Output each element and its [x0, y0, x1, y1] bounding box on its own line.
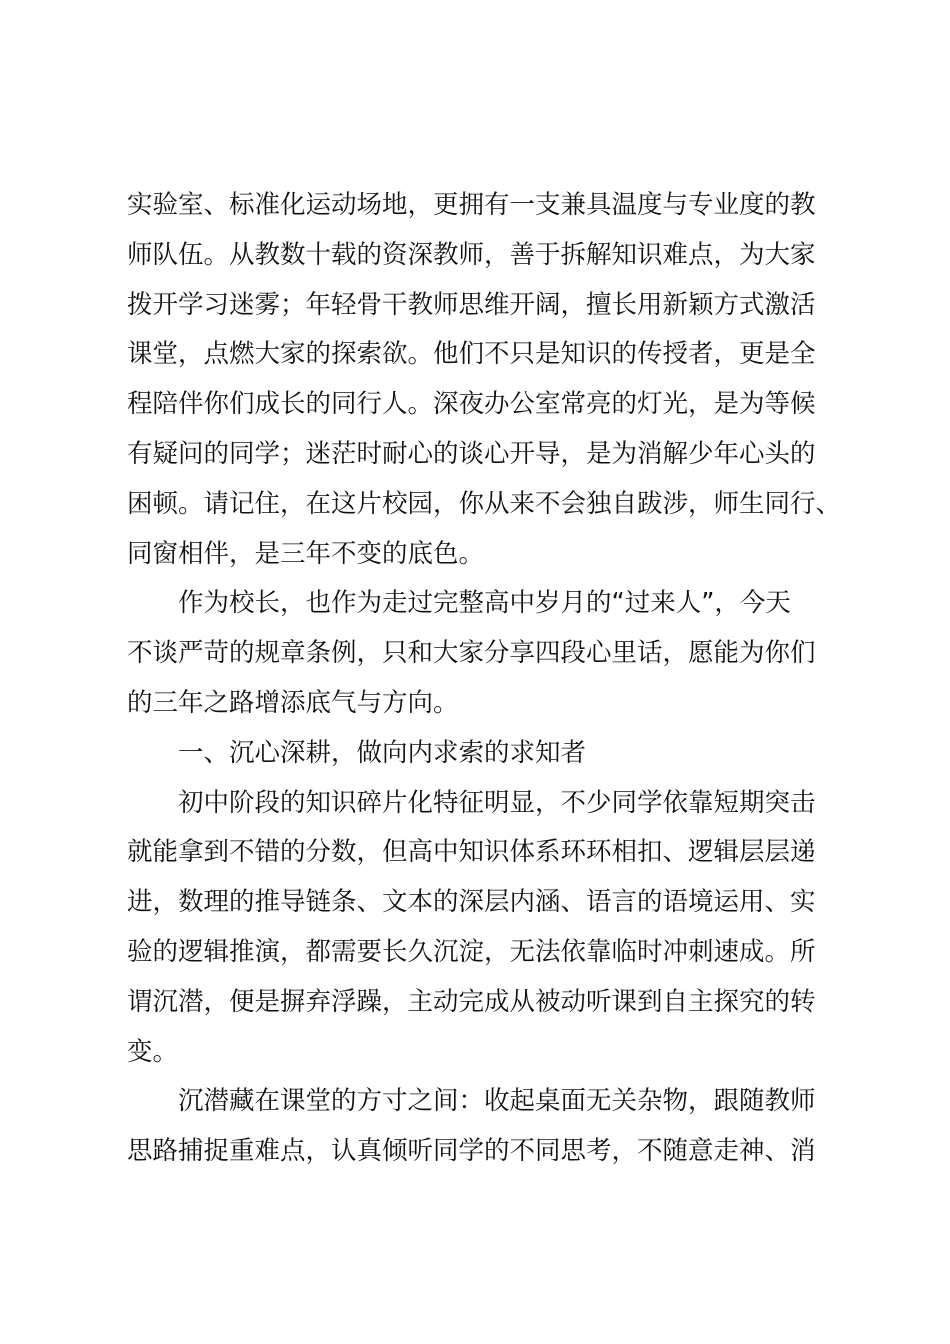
text-line: 实验室、标准化运动场地，更拥有一支兼具温度与专业度的教: [127, 190, 816, 220]
text-line: 同窗相伴，是三年不变的底色。: [127, 538, 485, 569]
section-heading: 一、沉心深耕，做向内求索的求知者: [178, 737, 587, 768]
text-line: 的三年之路增添底气与方向。: [127, 687, 459, 718]
paragraph-start-line: 初中阶段的知识碎片化特征明显，不少同学依靠短期突击: [178, 787, 816, 818]
text-line: 拨开学习迷雾；年轻骨干教师思维开阔，擅长用新颖方式激活: [127, 289, 816, 320]
body-text: [127, 181, 847, 1177]
text-line: 变。: [127, 1036, 179, 1067]
text-line: 课堂，点燃大家的探索欲。他们不只是知识的传授者，更是全: [127, 339, 816, 370]
text-line: 验的逻辑推演，都需要长久沉淀，无法依靠临时冲刺速成。所: [127, 936, 816, 967]
paragraph-start-line: 沉潜藏在课堂的方寸之间：收起桌面无关杂物，跟随教师: [178, 1086, 816, 1117]
text-line: 师队伍。从教数十载的资深教师，善于拆解知识难点，为大家: [127, 239, 816, 270]
text-line: 谓沉潜，便是摒弃浮躁，主动完成从被动听课到自主探究的转: [127, 986, 816, 1017]
text-line: 思路捕捉重难点，认真倾听同学的不同思考，不随意走神、消: [127, 1136, 816, 1167]
paragraph-start-line: 作为校长，也作为走过完整高中岁月的“过来人”，今天: [178, 588, 791, 619]
text-line: 程陪伴你们成长的同行人。深夜办公室常亮的灯光，是为等候: [127, 389, 816, 420]
text-line: 有疑问的同学；迷茫时耐心的谈心开导，是为消解少年心头的: [127, 438, 816, 469]
text-line: 进，数理的推导链条、文本的深层内涵、语言的语境运用、实: [127, 887, 816, 918]
text-line: 困顿。请记住，在这片校园，你从来不会独自跋涉，师生同行、: [127, 488, 842, 519]
text-line: 就能拿到不错的分数，但高中知识体系环环相扣、逻辑层层递: [127, 837, 816, 868]
text-line: 不谈严苛的规章条例，只和大家分享四段心里话，愿能为你们: [127, 638, 816, 669]
